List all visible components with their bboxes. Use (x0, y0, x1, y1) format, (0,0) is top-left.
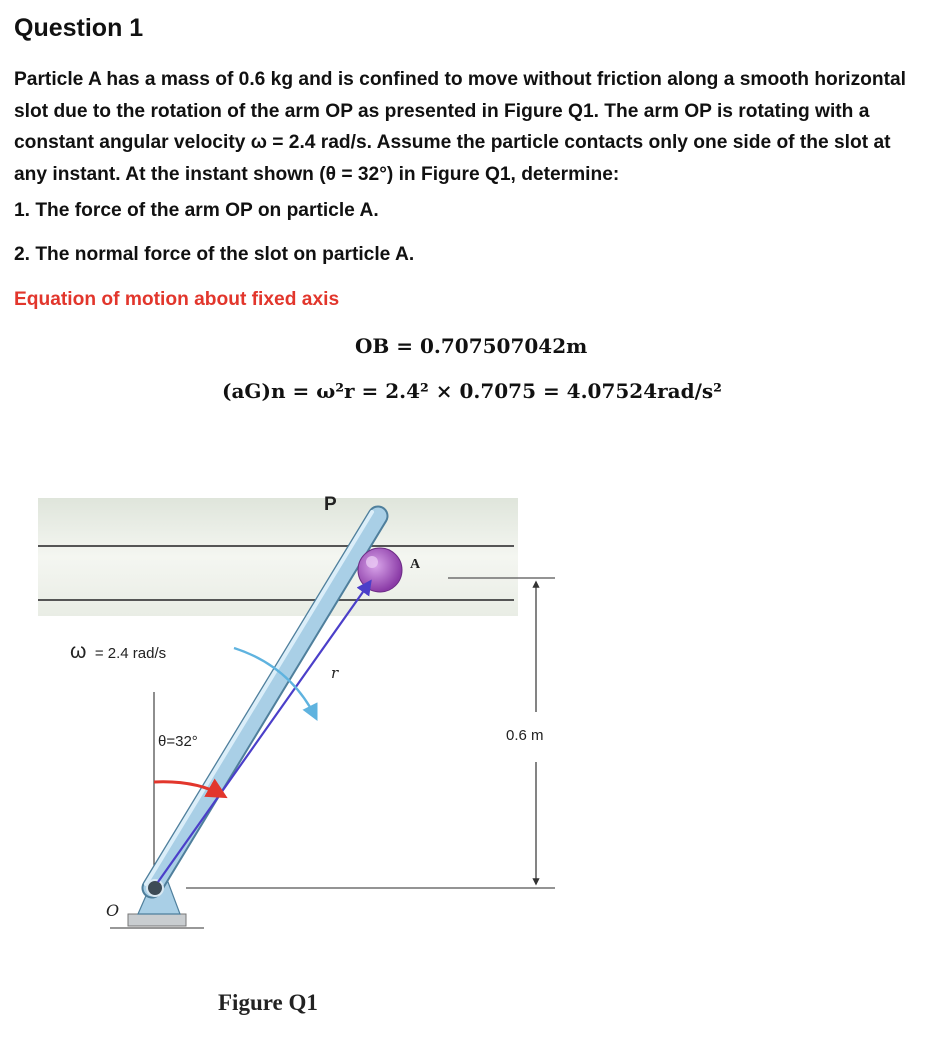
label-o: O (106, 901, 120, 920)
label-p: P (324, 494, 337, 515)
omega-symbol: ω (70, 640, 87, 663)
problem-line-1: Particle A has a mass of 0.6 kg and is confined to move without friction along a smooth horizontal (14, 69, 906, 90)
pivot-pin (147, 880, 163, 896)
slot-shade (38, 498, 518, 616)
equation-ob: OB = 0.707507042m (355, 334, 588, 358)
label-a: A (410, 557, 421, 572)
problem-line-3: constant angular velocity ω = 2.4 rad/s. Assume the particle contacts only one side of the slot at (14, 132, 891, 153)
dimension-label: 0.6 m (506, 727, 544, 744)
r-vector (158, 582, 370, 882)
question-title: Question 1 (14, 14, 144, 42)
omega-label (70, 640, 166, 663)
problem-line-4: any instant. At the instant shown (θ = 32°) in Figure Q1, determine: (14, 163, 620, 185)
task-item-2: 2. The normal force of the slot on particle A. (14, 244, 415, 265)
omega-value: = 2.4 rad/s (94, 645, 167, 662)
r-label: r (331, 664, 339, 682)
particle-a (358, 548, 402, 592)
particle-a-highlight (366, 556, 378, 568)
problem-statement (14, 64, 914, 190)
section-heading: Equation of motion about fixed axis (14, 289, 340, 310)
problem-line-2: slot due to the rotation of the arm OP as presented in Figure Q1. The arm OP is rotating with a (14, 100, 870, 122)
equation-acceleration: (aG)n = ω²r = 2.4² × 0.7075 = 4.07524rad/s² (222, 379, 722, 403)
figure-q1 (28, 470, 588, 1030)
theta-label: θ=32° (158, 733, 198, 750)
base-plate (128, 914, 186, 926)
figure-caption: Figure Q1 (218, 990, 318, 1015)
task-item-1: 1. The force of the arm OP on particle A. (14, 200, 379, 221)
